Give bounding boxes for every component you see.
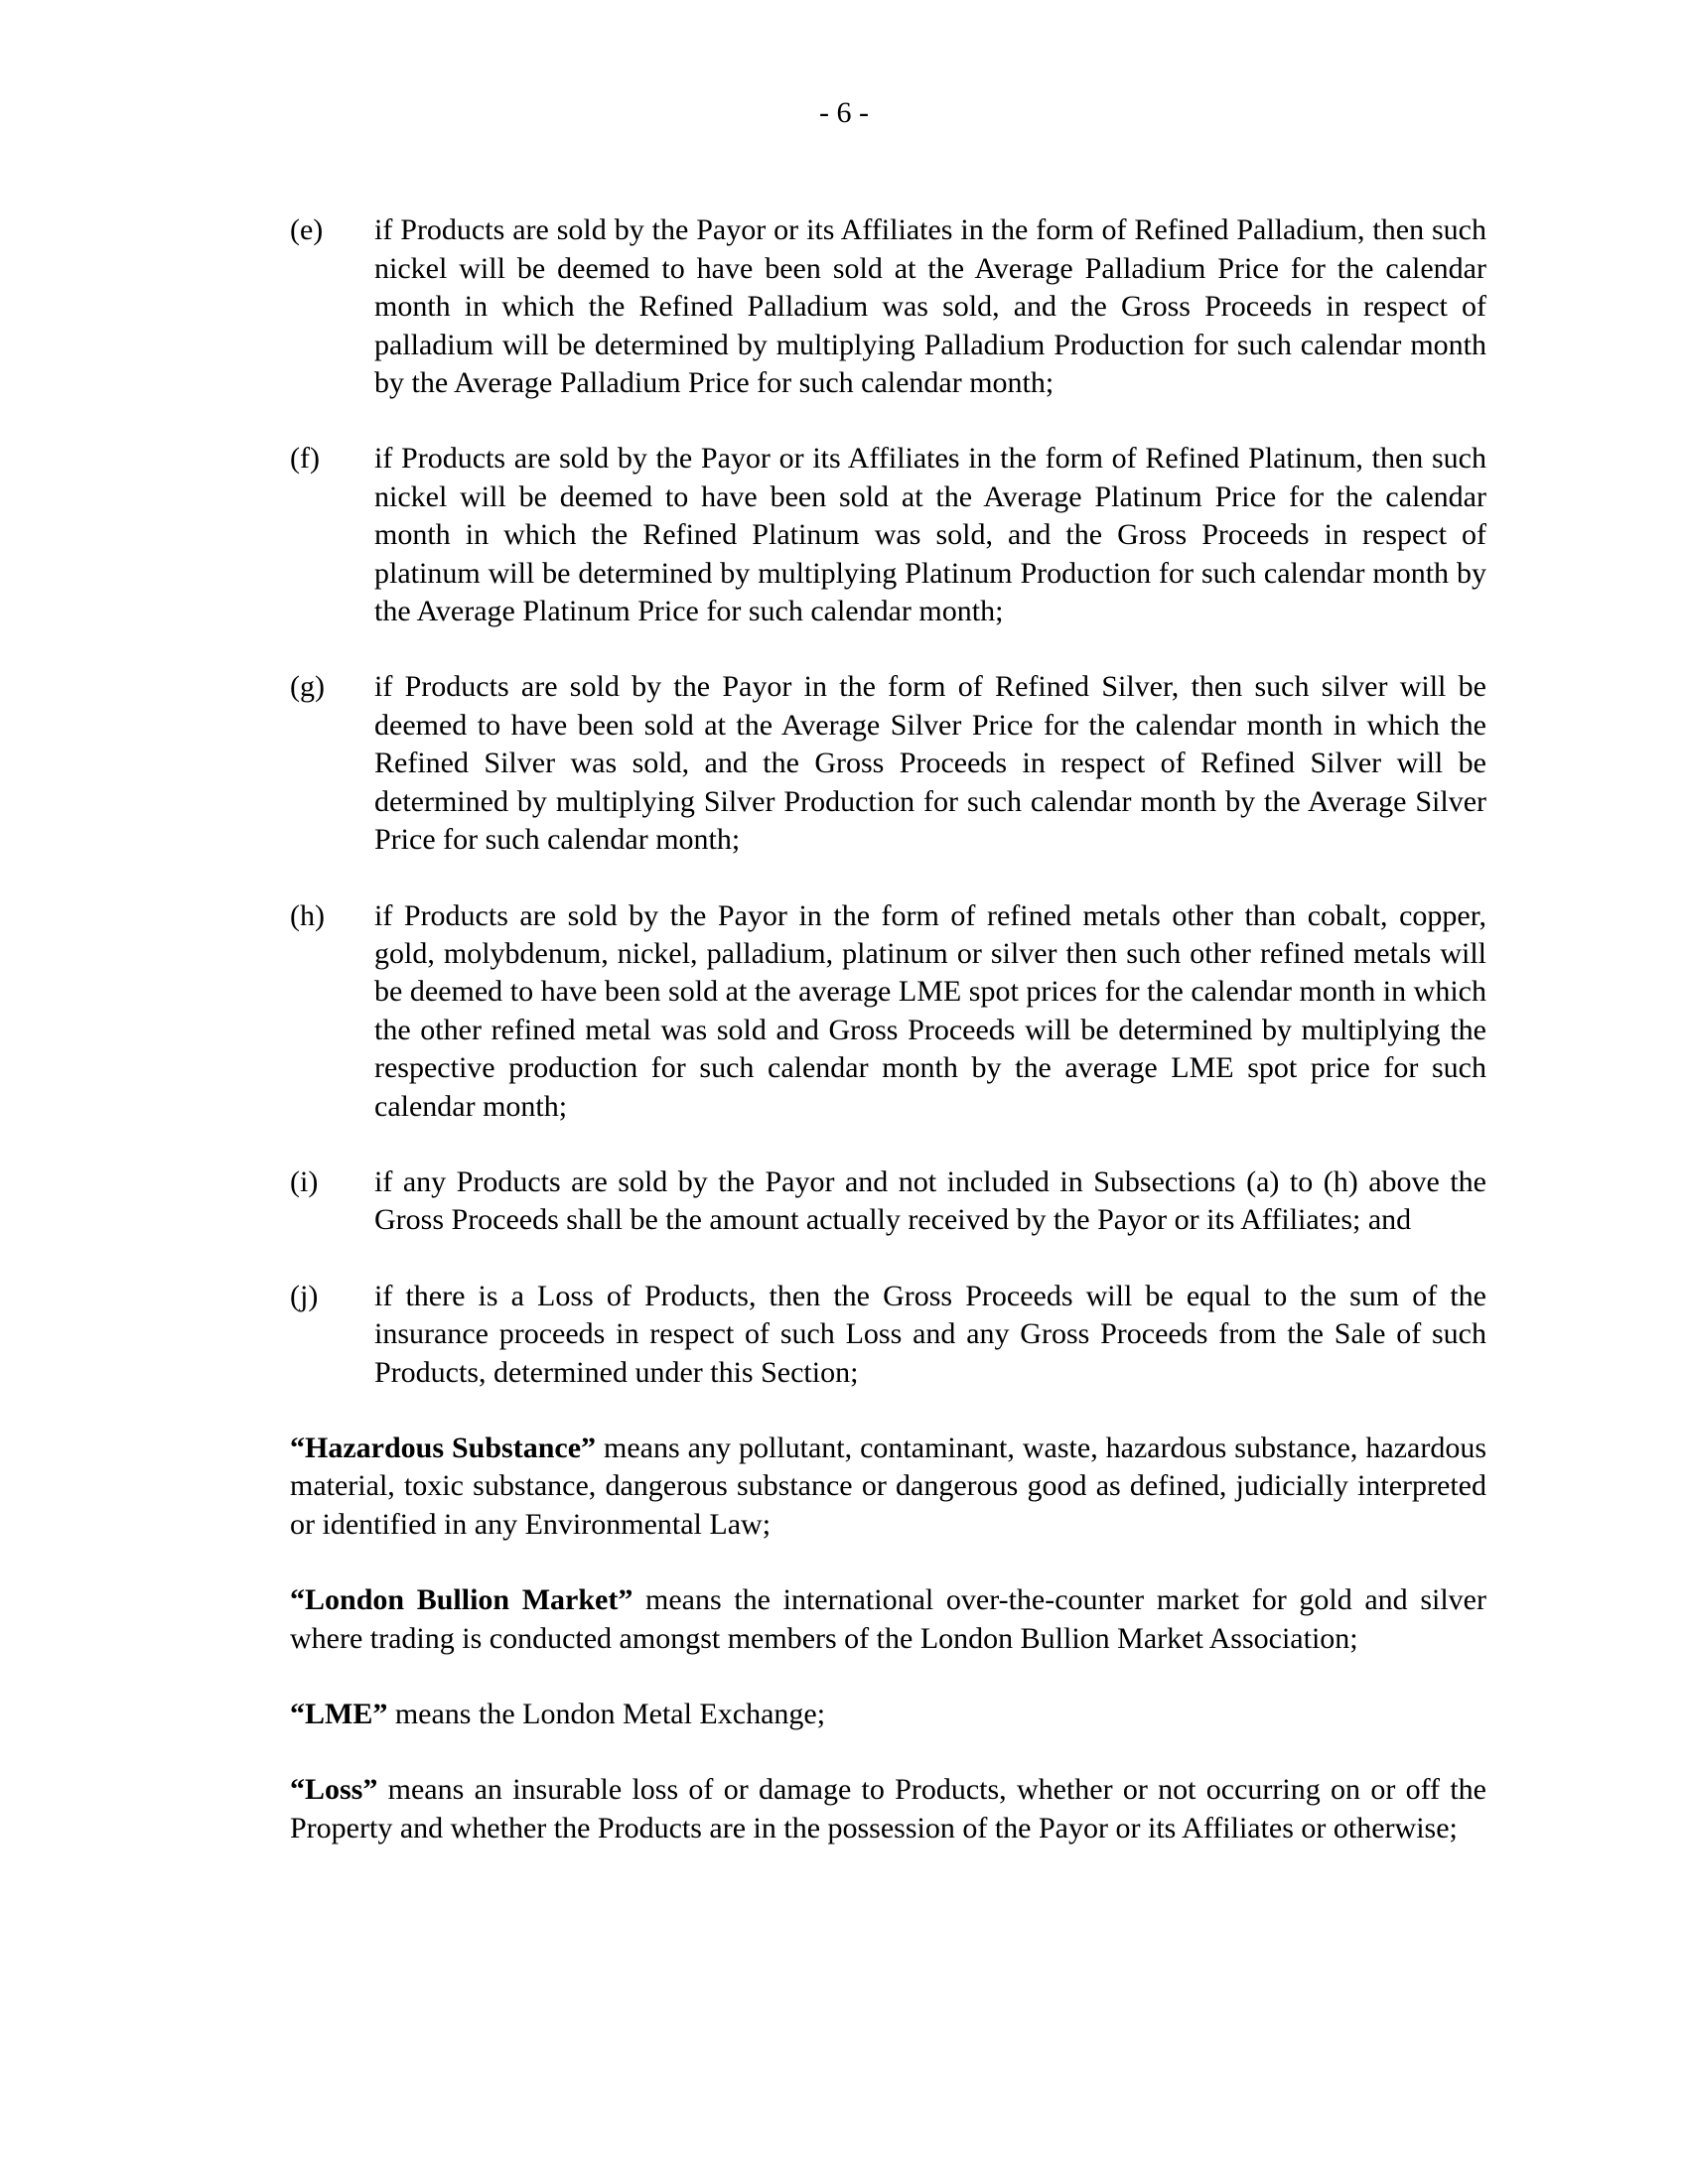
clause-text: if Products are sold by the Payor in the form of Refined Silver, then such silver will be deemed to have been sold at the Average Silver Price for the calendar month in which the Refined Silver was sold, and the Gross Proceeds in respect of Refined Silver will be determined by multiplying Silver Production for such calendar month by the Average Silver Price for such calendar month; <box>374 670 1486 857</box>
clause-text: if Products are sold by the Payor or its Affiliates in the form of Refined Palladium, then such nickel will be deemed to have been sold at the Average Palladium Price for the calendar month in which the Refined Palladium was sold, and the Gross Proceeds in respect of palladium will be determined by multiplying Palladium Production for such calendar month by the Average Palladium Price for such calendar month; <box>374 213 1486 400</box>
clause-item-i <box>290 1163 1486 1240</box>
definition-term: “Hazardous Substance” <box>290 1431 597 1464</box>
clause-text: if Products are sold by the Payor or its Affiliates in the form of Refined Platinum, then such nickel will be deemed to have been sold at the Average Platinum Price for the calendar month in which the Refined Platinum was sold, and the Gross Proceeds in respect of platinum will be determined by multiplying Platinum Production for such calendar month by the Average Platinum Price for such calendar month; <box>374 442 1486 628</box>
clause-label: (j) <box>290 1279 319 1312</box>
page-number: - 6 - <box>819 96 869 129</box>
clause-item-g <box>290 668 1486 859</box>
definitions-section <box>290 1430 1486 1847</box>
clauses-section <box>290 211 1486 1392</box>
clause-label: (e) <box>290 213 324 247</box>
definition-text: means any pollutant, contaminant, waste, hazardous substance, hazardous material, toxic substance, dangerous substance or dangerous good as defined, judicially interpreted or identified in any Environmental Law; <box>290 1431 1487 1541</box>
definition-text: means the international over-the-counter market for gold and silver where trading is conducted amongst members of the London Bullion Market Association; <box>290 1583 1486 1655</box>
definition-text: means the London Metal Exchange; <box>387 1698 826 1730</box>
clause-text: if Products are sold by the Payor in the form of refined metals other than cobalt, copper, gold, molybdenum, nickel, palladium, platinum or silver then such other refined metals will be deemed to have been sold at the average LME spot prices for the calendar month in which the other refined metal was sold and Gross Proceeds will be determined by multiplying the respective production for such calendar month by the average LME spot price for such calendar month; <box>374 898 1486 1123</box>
definition-term: “London Bullion Market” <box>290 1583 633 1617</box>
clause-item-e <box>290 211 1486 402</box>
definition-lme <box>290 1696 1486 1733</box>
definition-london-bullion-market <box>290 1581 1486 1658</box>
definition-loss <box>290 1771 1486 1847</box>
clause-label: (h) <box>290 898 325 932</box>
clause-label: (f) <box>290 442 320 476</box>
clause-label: (i) <box>290 1164 319 1198</box>
clause-item-j <box>290 1278 1486 1392</box>
definition-hazardous-substance <box>290 1430 1486 1544</box>
definition-term: “LME” <box>290 1698 388 1730</box>
definition-text: means an insurable loss of or damage to Products, whether or not occurring on or off the Property and whether the Products are in the possession of the Payor or its Affiliates or otherwise; <box>290 1773 1486 1844</box>
clause-item-f <box>290 440 1486 630</box>
clause-label: (g) <box>290 670 325 704</box>
clause-item-h <box>290 897 1486 1126</box>
clause-text: if there is a Loss of Products, then the Gross Proceeds will be equal to the sum of the insurance proceeds in respect of such Loss and any Gross Proceeds from the Sale of such Products, determined under this Section; <box>374 1279 1486 1389</box>
definition-term: “Loss” <box>290 1773 378 1807</box>
clause-text: if any Products are sold by the Payor and not included in Subsections (a) to (h) above the Gross Proceeds shall be the amount actually received by the Payor or its Affiliates; and <box>374 1164 1486 1237</box>
